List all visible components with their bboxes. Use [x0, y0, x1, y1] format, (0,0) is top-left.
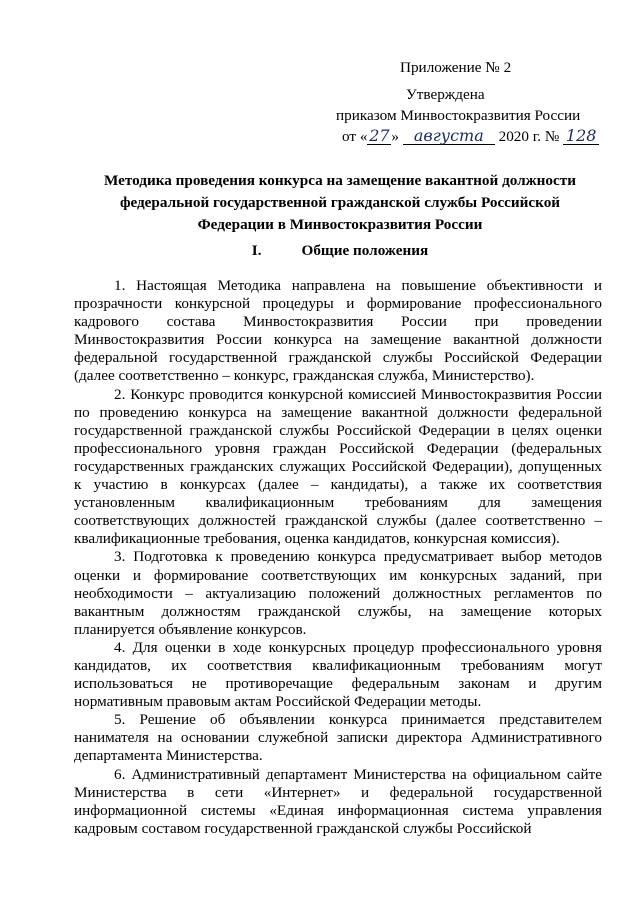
date-prefix: от «	[342, 128, 368, 145]
date-mid: »	[391, 128, 400, 145]
handwritten-order-number: 128	[563, 128, 599, 145]
section-heading	[60, 240, 620, 262]
handwritten-month: августа	[403, 128, 495, 145]
title-line-2: федеральной государственной гражданской службы Российской	[119, 194, 561, 211]
title-line-3: Федерации в Минвостокразвития России	[197, 216, 483, 233]
body-text	[74, 277, 602, 838]
approved-label: Утверждена	[406, 86, 485, 103]
year-text: 2020 г. №	[494, 128, 564, 145]
appendix-label: Приложение № 2	[400, 59, 512, 76]
paragraph-5: 5. Решение об объявлении конкурса принимается представителем нанимателя на основании служебной записки директора Административного департамента Министерства.	[74, 711, 602, 765]
handwritten-day: 27	[369, 126, 390, 145]
section-number: I.	[251, 242, 262, 259]
document-title	[60, 170, 620, 236]
approval-block	[330, 57, 620, 147]
paragraph-1: 1. Настоящая Методика направлена на повышение объективности и прозрачности конкурсной процедуры и формирование профессионального кадрового состава Минвостокразвития России при проведении Минвостокразвития России конкурса на замещение вакантной должности федеральной государственной гражданской службы Российской Федерации (далее соответственно – конкурс, гражданская служба, Министерство).	[74, 277, 602, 385]
paragraph-3: 3. Подготовка к проведению конкурса предусматривает выбор методов оценки и формирование соответствующих им конкурсных заданий, при необходимости – актуализацию положений должностных регламентов по вакантным должностям гражданской службы, на замещение которых планируется объявление конкурсов.	[74, 548, 602, 638]
title-line-1: Методика проведения конкурса на замещение вакантной должности	[104, 172, 576, 189]
order-by-label: приказом Минвостокразвития России	[336, 107, 581, 124]
section-title: Общие положения	[301, 242, 429, 259]
order-date-line	[330, 126, 620, 147]
paragraph-4: 4. Для оценки в ходе конкурсных процедур профессионального уровня кандидатов, их соответствия квалификационным требованиям могут использоваться не противоречащие федеральным законам и другим нормативным правовым актам Российской Федерации методы.	[74, 638, 602, 711]
paragraph-6: 6. Административный департамент Министерства на официальном сайте Министерства в сети «Интернет» и федеральной государственной информационной системы «Единая информационная система управления кадровым составом государственной гражданской службы Российской	[74, 765, 602, 837]
paragraph-2: 2. Конкурс проводится конкурсной комиссией Минвостокразвития России по проведению конкурса на замещение вакантной должности федеральной государственной гражданской службы Российской Федерации в целях оценки профессионального уровня граждан Российской Федерации (федеральных государственных гражданских служащих Российской Федерации), допущенных к участию в конкурсах (далее – кандидаты), а также их соответствия установленным квалификационным требованиям для замещения соответствующих должностей гражданской службы (далее соответственно – квалификационные требования, оценка кандидатов, конкурсная комиссия).	[74, 385, 602, 548]
